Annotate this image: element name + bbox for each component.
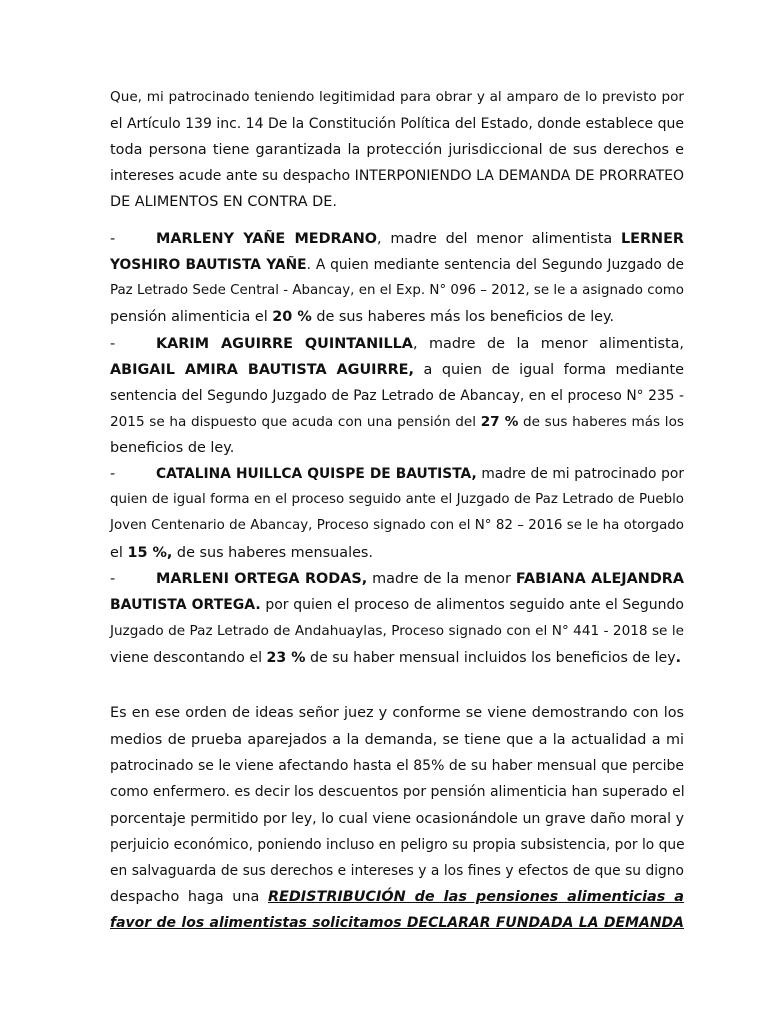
percentage: 23 % [266,650,306,666]
item-1-line-2: YOSHIRO BAUTISTA YAÑE. A quien mediante sentencia del Segundo Juzgado de [110,257,684,273]
item-4-line-2: BAUTISTA ORTEGA. por quien el proceso de alimentos seguido ante el Segundo [110,597,684,613]
paragraph-2-line-8: despacho haga una REDISTRIBUCIÓN de las pensiones alimenticias a [110,889,685,905]
item-4-line-4: viene descontando el 23 % de su haber mensual incluidos los beneficios de ley. [110,650,682,666]
paragraph-1-line-4: intereses acude ante su despacho INTERPONIENDO LA DEMANDA DE PRORRATEO [110,168,684,184]
item-2-line-3: sentencia del Segundo Juzgado de Paz Letrado de Abancay, en el proceso N° 235 - [110,388,684,404]
paragraph-1-line-3: toda persona tiene garantizada la protección jurisdiccional de sus derechos e [110,142,684,158]
item-2-dash: - [110,336,116,352]
child-name: YOSHIRO BAUTISTA YAÑE [110,257,307,273]
request-emphasis: REDISTRIBUCIÓN de las pensiones alimenticias a [267,889,685,905]
item-1-line-1: MARLENY YAÑE MEDRANO, madre del menor alimentista LERNER [156,231,684,247]
child-name: FABIANA ALEJANDRA [515,571,684,587]
item-2-line-2: ABIGAIL AMIRA BAUTISTA AGUIRRE, a quien de igual forma mediante [110,362,684,378]
item-2-line-1: KARIM AGUIRRE QUINTANILLA, madre de la menor alimentista, [156,336,684,352]
paragraph-2-line-4: como enfermero. es decir los descuentos por pensión alimenticia han superado el [110,784,685,800]
item-1-line-3: Paz Letrado Sede Central - Abancay, en el Exp. N° 096 – 2012, se le a asignado como [110,283,684,298]
item-1-line-4: pensión alimenticia el 20 % de sus haberes más los beneficios de ley. [110,309,615,325]
request-emphasis-line-2: favor de los alimentistas solicitamos DECLARAR FUNDADA LA DEMANDA [110,915,684,931]
percentage: 27 % [480,414,519,430]
paragraph-1-line-1: Que, mi patrocinado teniendo legitimidad para obrar y al amparo de lo previsto por [110,89,684,105]
paragraph-2-line-5: porcentaje permitido por ley, lo cual viene ocasionándole un grave daño moral y [110,811,684,827]
child-name: BAUTISTA ORTEGA. [110,597,261,613]
item-2-line-5: beneficios de ley. [110,440,235,456]
child-name: ABIGAIL AMIRA BAUTISTA AGUIRRE, [110,362,414,378]
paragraph-2-line-6: perjuicio económico, poniendo incluso en peligro su propia subsistencia, por lo que [110,837,685,853]
defendant-name: CATALINA HUILLCA QUISPE DE BAUTISTA, [156,466,477,482]
item-3-line-3: Joven Centenario de Abancay, Proceso signado con el N° 82 – 2016 se le ha otorgado [110,518,684,533]
item-1-dash: - [110,231,116,247]
item-4-dash: - [110,571,116,587]
item-3-line-4: el 15 %, de sus haberes mensuales. [110,545,373,561]
item-4-line-1: MARLENI ORTEGA RODAS, madre de la menor FABIANA ALEJANDRA [156,571,684,587]
item-3-line-1: CATALINA HUILLCA QUISPE DE BAUTISTA, madre de mi patrocinado por [156,466,684,482]
percentage: 20 % [272,309,312,325]
item-3-dash: - [110,466,116,482]
defendant-name: KARIM AGUIRRE QUINTANILLA [156,336,413,352]
child-name: LERNER [620,231,684,247]
paragraph-1-line-2: el Artículo 139 inc. 14 De la Constitución Política del Estado, donde establece que [110,116,684,132]
paragraph-2-line-2: medios de prueba aparejados a la demanda, se tiene que a la actualidad a mi [110,732,684,748]
defendant-name: MARLENI ORTEGA RODAS, [156,571,368,587]
percentage: 15 %, [127,545,173,561]
item-4-line-3: Juzgado de Paz Letrado de Andahuaylas, Proceso signado con el N° 441 - 2018 se le [110,623,684,639]
paragraph-2-line-7: en salvaguarda de sus derechos e intereses y a los fines y efectos de que su digno [110,863,684,879]
paragraph-2-line-1: Es en ese orden de ideas señor juez y conforme se viene demostrando con los [110,705,684,721]
paragraph-2-line-3: patrocinado se le viene afectando hasta el 85% de su haber mensual que percibe [110,758,684,774]
item-2-line-4: 2015 se ha dispuesto que acuda con una pensión del 27 % de sus haberes más los [110,414,684,430]
item-3-line-2: quien de igual forma en el proceso seguido ante el Juzgado de Paz Letrado de Pueblo [110,492,684,507]
defendant-name: MARLENY YAÑE MEDRANO [156,231,378,247]
paragraph-1-line-5: DE ALIMENTOS EN CONTRA DE. [110,194,337,210]
